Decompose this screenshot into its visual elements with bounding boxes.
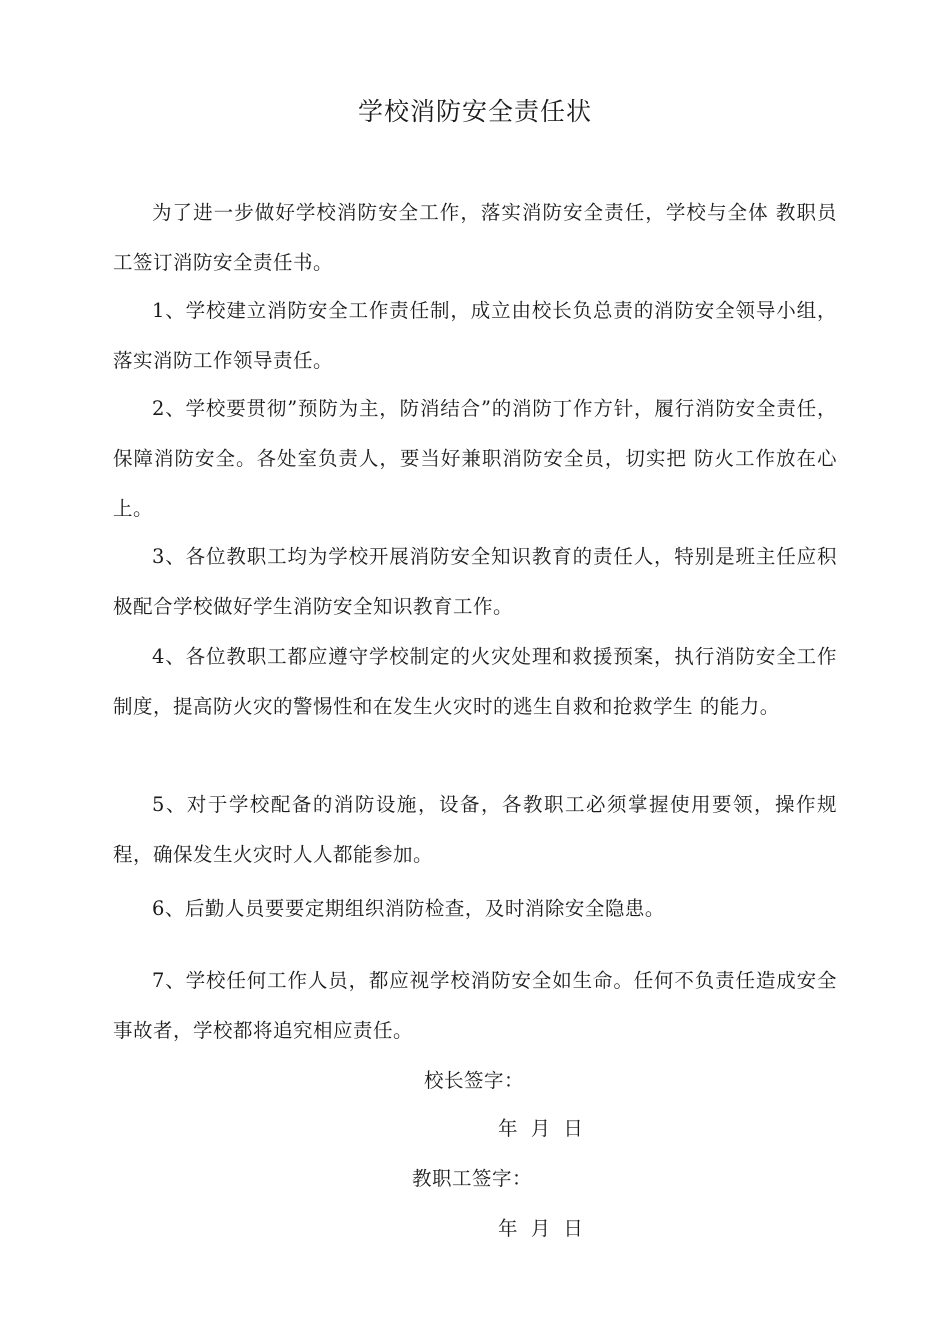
document-title: 学校消防安全责任状 [357,97,592,126]
clause-5: 5、对于学校配备的消防设施，设备，各教职工必须掌握使用要领，操作规程，确保发生火灾时人人都能参加。 [113,793,837,866]
clause-1: 1、学校建立消防安全工作责任制，成立由校长负总责的消防安全领导小组，落实消防工作领导责任。 [113,299,837,372]
clause-3: 3、各位教职工均为学校开展消防安全知识教育的责任人，特别是班主任应积极配合学校做好学生消防安全知识教育工作。 [113,545,837,618]
clause-2: 2、学校要贯彻”预防为主，防消结合”的消防丁作方针，履行消防安全责任，保障消防安全。各处室负责人，要当好兼职消防安全员，切实把 防火工作放在心上。 [113,397,837,520]
intro-paragraph: 为了进一步做好学校消防安全工作，落实消防安全责任，学校与全体 教职员工签订消防安全责任书。 [113,201,837,274]
staff-signature-date: 年 月 日 [498,1217,584,1240]
clause-7: 7、学校任何工作人员，都应视学校消防安全如生命。任何不负责任造成安全事故者，学校都将追究相应责任。 [113,969,837,1042]
principal-signature-label: 校长签字： [424,1069,525,1092]
clause-6: 6、后勤人员要要定期组织消防检查，及时消除安全隐患。 [152,897,665,920]
staff-signature-label: 教职工签字： [412,1167,533,1190]
clause-4: 4、各位教职工都应遵守学校制定的火灾处理和救援预案，执行消防安全工作制度，提高防火灾的警惕性和在发生火灾时的逃生自救和抢救学生 的能力。 [113,645,837,718]
principal-signature-date: 年 月 日 [498,1117,584,1140]
